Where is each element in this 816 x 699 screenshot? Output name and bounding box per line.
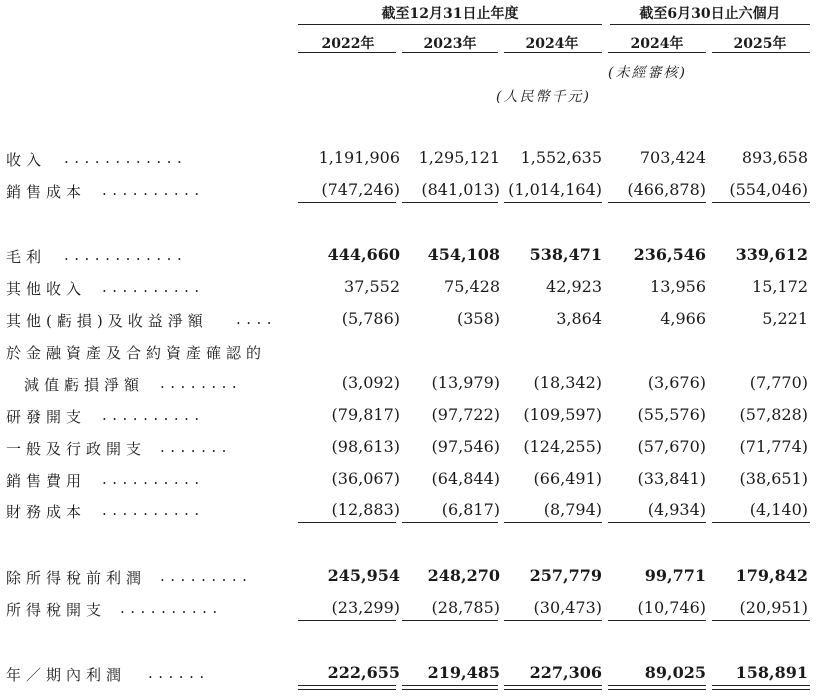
cell-value: 893,658 bbox=[741, 148, 808, 167]
cell-value: (13,979) bbox=[431, 373, 500, 392]
cell-value: (8,794) bbox=[543, 500, 602, 519]
dot-leader: ......... bbox=[160, 567, 253, 585]
cell-value: 89,025 bbox=[644, 663, 706, 682]
year-underline-2023 bbox=[402, 52, 498, 53]
row-label-selling-expenses: 銷售費用 bbox=[6, 472, 87, 490]
currency-note: (人民幣千元) bbox=[496, 89, 591, 105]
cell-value: (358) bbox=[456, 309, 500, 328]
cell-value: (12,883) bbox=[331, 500, 400, 519]
cell-value: (97,546) bbox=[431, 437, 500, 456]
cell-value: 37,552 bbox=[344, 277, 400, 296]
subtotal-rule bbox=[504, 202, 602, 203]
subtotal-rule bbox=[608, 522, 706, 523]
cell-value: 5,221 bbox=[762, 309, 808, 328]
year-underline-2024 bbox=[504, 52, 602, 53]
dot-leader: .......... bbox=[102, 278, 205, 296]
cell-value: (33,841) bbox=[637, 469, 706, 488]
cell-value: 245,954 bbox=[327, 566, 400, 585]
dot-leader: ...... bbox=[148, 664, 210, 682]
row-label-profit-before-tax: 除所得稅前利潤 bbox=[6, 569, 147, 587]
cell-value: 222,655 bbox=[327, 663, 400, 682]
cell-value: 538,471 bbox=[529, 245, 602, 264]
cell-value: (23,299) bbox=[331, 598, 400, 617]
cell-value: (554,046) bbox=[729, 180, 808, 199]
cell-value: (57,828) bbox=[739, 405, 808, 424]
cell-value: 75,428 bbox=[444, 277, 500, 296]
cell-value: 1,295,121 bbox=[418, 148, 500, 167]
cell-value: 248,270 bbox=[427, 566, 500, 585]
cell-value: (64,844) bbox=[431, 469, 500, 488]
cell-value: 42,923 bbox=[546, 277, 602, 296]
cell-value: (79,817) bbox=[331, 405, 400, 424]
cell-value: (747,246) bbox=[321, 180, 400, 199]
dot-leader: .......... bbox=[102, 470, 205, 488]
year-header-2023: 2023年 bbox=[423, 36, 477, 52]
cell-value: (36,067) bbox=[331, 469, 400, 488]
total-double-rule bbox=[402, 685, 498, 690]
row-label-other-income: 其他收入 bbox=[6, 280, 87, 298]
cell-value: (38,651) bbox=[739, 469, 808, 488]
cell-value: 339,612 bbox=[735, 245, 808, 264]
dot-leader: ....... bbox=[160, 438, 232, 456]
unaudited-note: (未經審核) bbox=[608, 65, 687, 81]
row-label-impairment-line1: 於金融資產及合約資產確認的 bbox=[6, 344, 267, 362]
cell-value: (841,013) bbox=[421, 180, 500, 199]
cell-value: 1,191,906 bbox=[318, 148, 400, 167]
cell-value: 13,956 bbox=[650, 277, 706, 296]
cell-value: (98,613) bbox=[331, 437, 400, 456]
cell-value: (3,092) bbox=[341, 373, 400, 392]
year-underline-2025-h1 bbox=[712, 52, 810, 53]
dot-leader: .......... bbox=[120, 599, 223, 617]
dot-leader: ........ bbox=[160, 374, 243, 392]
cell-value: (55,576) bbox=[637, 405, 706, 424]
header-group-six-months: 截至6月30日止六個月 bbox=[639, 6, 781, 22]
year-header-2024-h1: 2024年 bbox=[630, 36, 684, 52]
cell-value: (3,676) bbox=[647, 373, 706, 392]
header-group-full-year-underline bbox=[298, 24, 602, 25]
dot-leader: ............ bbox=[64, 246, 188, 264]
year-underline-2022 bbox=[298, 52, 396, 53]
row-label-profit-for-period: 年／期內利潤 bbox=[6, 666, 127, 684]
cell-value: 236,546 bbox=[633, 245, 706, 264]
subtotal-rule bbox=[712, 522, 810, 523]
subtotal-rule bbox=[504, 522, 602, 523]
year-header-2022: 2022年 bbox=[321, 36, 375, 52]
row-label-other-gains-losses: 其他(虧損)及收益淨額 bbox=[6, 312, 208, 330]
subtotal-rule bbox=[712, 202, 810, 203]
cell-value: (57,670) bbox=[637, 437, 706, 456]
cell-value: (466,878) bbox=[627, 180, 706, 199]
cell-value: (7,770) bbox=[749, 373, 808, 392]
subtotal-rule bbox=[298, 202, 396, 203]
cell-value: (5,786) bbox=[341, 309, 400, 328]
header-group-six-months-underline bbox=[610, 24, 810, 25]
row-label-income-tax: 所得稅開支 bbox=[6, 601, 107, 619]
cell-value: 227,306 bbox=[529, 663, 602, 682]
dot-leader: .......... bbox=[102, 181, 205, 199]
cell-value: 15,172 bbox=[752, 277, 808, 296]
cell-value: (124,255) bbox=[523, 437, 602, 456]
subtotal-rule bbox=[402, 522, 498, 523]
cell-value: (1,014,164) bbox=[508, 180, 602, 199]
year-header-2024: 2024年 bbox=[525, 36, 579, 52]
cell-value: 454,108 bbox=[427, 245, 500, 264]
cell-value: (30,473) bbox=[533, 598, 602, 617]
dot-leader: .... bbox=[236, 310, 278, 328]
cell-value: 257,779 bbox=[529, 566, 602, 585]
total-double-rule bbox=[608, 685, 706, 690]
cell-value: 99,771 bbox=[644, 566, 706, 585]
cell-value: 703,424 bbox=[639, 148, 706, 167]
cell-value: (28,785) bbox=[431, 598, 500, 617]
header-group-full-year: 截至12月31日止年度 bbox=[381, 6, 519, 22]
row-label-rd-expenses: 研發開支 bbox=[6, 408, 87, 426]
cell-value: 4,966 bbox=[660, 309, 706, 328]
cell-value: (66,491) bbox=[533, 469, 602, 488]
cell-value: (10,746) bbox=[637, 598, 706, 617]
subtotal-rule bbox=[402, 620, 498, 621]
subtotal-rule bbox=[298, 522, 396, 523]
cell-value: 179,842 bbox=[735, 566, 808, 585]
cell-value: (71,774) bbox=[739, 437, 808, 456]
subtotal-rule bbox=[402, 202, 498, 203]
subtotal-rule bbox=[504, 620, 602, 621]
subtotal-rule bbox=[712, 620, 810, 621]
total-double-rule bbox=[504, 685, 602, 690]
cell-value: (20,951) bbox=[739, 598, 808, 617]
row-label-gross-profit: 毛利 bbox=[6, 248, 47, 266]
row-label-impairment-line2: 減值虧損淨額 bbox=[24, 376, 145, 394]
cell-value: 219,485 bbox=[427, 663, 500, 682]
row-label-cost-of-sales: 銷售成本 bbox=[6, 183, 87, 201]
row-label-finance-costs: 財務成本 bbox=[6, 503, 87, 521]
row-label-revenue: 收入 bbox=[6, 151, 47, 169]
cell-value: (109,597) bbox=[523, 405, 602, 424]
cell-value: 1,552,635 bbox=[520, 148, 602, 167]
total-double-rule bbox=[712, 685, 810, 690]
cell-value: (6,817) bbox=[441, 500, 500, 519]
cell-value: (97,722) bbox=[431, 405, 500, 424]
cell-value: 158,891 bbox=[735, 663, 808, 682]
subtotal-rule bbox=[608, 620, 706, 621]
total-double-rule bbox=[298, 685, 396, 690]
cell-value: (4,934) bbox=[647, 500, 706, 519]
cell-value: (18,342) bbox=[533, 373, 602, 392]
year-header-2025-h1: 2025年 bbox=[733, 36, 787, 52]
cell-value: (4,140) bbox=[749, 500, 808, 519]
subtotal-rule bbox=[608, 202, 706, 203]
subtotal-rule bbox=[298, 620, 396, 621]
dot-leader: .......... bbox=[102, 406, 205, 424]
dot-leader: ............ bbox=[64, 149, 188, 167]
dot-leader: .......... bbox=[102, 501, 205, 519]
cell-value: 444,660 bbox=[327, 245, 400, 264]
row-label-admin-expenses: 一般及行政開支 bbox=[6, 440, 147, 458]
cell-value: 3,864 bbox=[556, 309, 602, 328]
year-underline-2024-h1 bbox=[608, 52, 706, 53]
